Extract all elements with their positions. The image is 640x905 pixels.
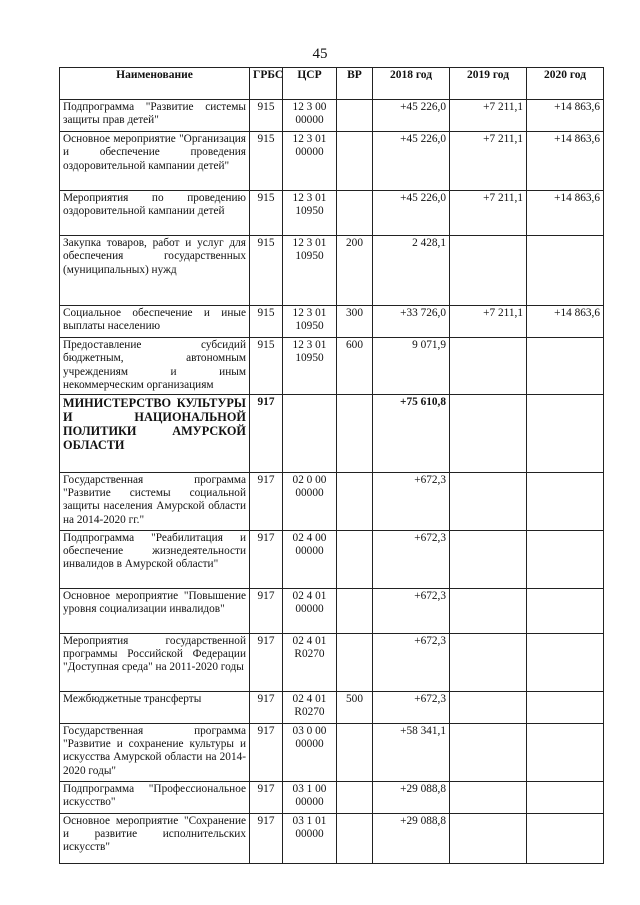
cell-2020: +14 863,6 — [527, 191, 604, 236]
cell-name: Основное мероприятие "Повышение уровня социализации инвалидов" — [60, 588, 250, 633]
table-row — [60, 813, 604, 863]
cell-name: МИНИСТЕРСТВО КУЛЬТУРЫ И НАЦИОНАЛЬНОЙ ПОЛИТИКИ АМУРСКОЙ ОБЛАСТИ — [60, 394, 250, 472]
cell-csr: 12 3 01 00000 — [283, 132, 337, 191]
cell-vr — [337, 472, 373, 530]
cell-2018: +75 610,8 — [373, 394, 450, 472]
cell-2019: +7 211,1 — [450, 306, 527, 338]
cell-2018: +45 226,0 — [373, 132, 450, 191]
cell-csr: 12 3 01 10950 — [283, 306, 337, 338]
cell-2019: +7 211,1 — [450, 191, 527, 236]
cell-vr — [337, 723, 373, 781]
cell-csr: 12 3 01 10950 — [283, 191, 337, 236]
table-row — [60, 394, 604, 472]
cell-grbs: 917 — [250, 781, 283, 813]
cell-grbs: 915 — [250, 100, 283, 132]
cell-2020 — [527, 236, 604, 306]
table-header-row — [60, 68, 604, 100]
cell-2018: +58 341,1 — [373, 723, 450, 781]
cell-2018: 9 071,9 — [373, 338, 450, 395]
cell-vr — [337, 191, 373, 236]
cell-2020: +14 863,6 — [527, 100, 604, 132]
cell-2019: +7 211,1 — [450, 100, 527, 132]
cell-name: Мероприятия государственной программы Российской Федерации "Доступная среда" на 2011-2020 годы — [60, 633, 250, 691]
cell-2020: +14 863,6 — [527, 306, 604, 338]
cell-name: Основное мероприятие "Сохранение и развитие исполнительских искусств" — [60, 813, 250, 863]
cell-csr: 02 4 01 00000 — [283, 588, 337, 633]
cell-2020 — [527, 691, 604, 723]
cell-2018: +672,3 — [373, 633, 450, 691]
cell-vr — [337, 633, 373, 691]
table-row — [60, 633, 604, 691]
cell-vr: 200 — [337, 236, 373, 306]
col-header-2020: 2020 год — [527, 68, 604, 100]
cell-2019 — [450, 633, 527, 691]
cell-csr: 02 4 01 R0270 — [283, 691, 337, 723]
cell-2018: +29 088,8 — [373, 781, 450, 813]
cell-grbs: 915 — [250, 236, 283, 306]
table-row — [60, 306, 604, 338]
cell-vr: 500 — [337, 691, 373, 723]
cell-name: Государственная программа "Развитие и сохранение культуры и искусства Амурской области на 2014-2020 годы" — [60, 723, 250, 781]
cell-csr: 12 3 00 00000 — [283, 100, 337, 132]
cell-2020 — [527, 588, 604, 633]
cell-vr — [337, 813, 373, 863]
cell-grbs: 917 — [250, 723, 283, 781]
col-header-2019: 2019 год — [450, 68, 527, 100]
cell-csr: 12 3 01 10950 — [283, 338, 337, 395]
cell-2019 — [450, 472, 527, 530]
cell-2020: +14 863,6 — [527, 132, 604, 191]
cell-vr — [337, 781, 373, 813]
cell-2018: +672,3 — [373, 588, 450, 633]
cell-grbs: 915 — [250, 191, 283, 236]
cell-vr — [337, 530, 373, 588]
cell-vr: 300 — [337, 306, 373, 338]
cell-grbs: 917 — [250, 813, 283, 863]
cell-csr: 03 1 01 00000 — [283, 813, 337, 863]
cell-name: Социальное обеспечение и иные выплаты населению — [60, 306, 250, 338]
cell-name: Государственная программа "Развитие системы социальной защиты населения Амурской области на 2014-2020 гг." — [60, 472, 250, 530]
cell-name: Предоставление субсидий бюджетным, автономным учреждениям и иным некоммерческим организациям — [60, 338, 250, 395]
cell-grbs: 917 — [250, 691, 283, 723]
cell-2018: +672,3 — [373, 472, 450, 530]
cell-name: Закупка товаров, работ и услуг для обеспечения государственных (муниципальных) нужд — [60, 236, 250, 306]
table-row — [60, 472, 604, 530]
cell-2018: +672,3 — [373, 691, 450, 723]
cell-2018: +45 226,0 — [373, 100, 450, 132]
page-number: 45 — [312, 46, 328, 62]
cell-vr — [337, 132, 373, 191]
cell-name: Основное мероприятие "Организация и обеспечение проведения оздоровительной кампании детей" — [60, 132, 250, 191]
cell-2018: +45 226,0 — [373, 191, 450, 236]
cell-2019 — [450, 394, 527, 472]
cell-2020 — [527, 633, 604, 691]
cell-csr: 12 3 01 10950 — [283, 236, 337, 306]
cell-2019 — [450, 338, 527, 395]
cell-grbs: 915 — [250, 306, 283, 338]
cell-vr — [337, 588, 373, 633]
cell-grbs: 915 — [250, 338, 283, 395]
cell-2019 — [450, 236, 527, 306]
cell-grbs: 915 — [250, 132, 283, 191]
cell-csr: 02 4 01 R0270 — [283, 633, 337, 691]
cell-grbs: 917 — [250, 472, 283, 530]
cell-2020 — [527, 472, 604, 530]
col-header-name: Наименование — [60, 68, 250, 100]
cell-name: Межбюджетные трансферты — [60, 691, 250, 723]
cell-name: Подпрограмма "Развитие системы защиты прав детей" — [60, 100, 250, 132]
cell-vr — [337, 394, 373, 472]
cell-csr: 03 1 00 00000 — [283, 781, 337, 813]
cell-csr: 02 4 00 00000 — [283, 530, 337, 588]
cell-grbs: 917 — [250, 633, 283, 691]
table-row — [60, 132, 604, 191]
table-row — [60, 236, 604, 306]
budget-table — [59, 67, 604, 864]
cell-csr: 03 0 00 00000 — [283, 723, 337, 781]
cell-2019: +7 211,1 — [450, 132, 527, 191]
cell-2018: +29 088,8 — [373, 813, 450, 863]
col-header-vr: ВР — [337, 68, 373, 100]
col-header-csr: ЦСР — [283, 68, 337, 100]
cell-2020 — [527, 781, 604, 813]
cell-2019 — [450, 588, 527, 633]
table-row — [60, 588, 604, 633]
cell-2019 — [450, 781, 527, 813]
table-row — [60, 691, 604, 723]
table-row — [60, 338, 604, 395]
cell-2018: +672,3 — [373, 530, 450, 588]
cell-2020 — [527, 394, 604, 472]
cell-name: Мероприятия по проведению оздоровительной кампании детей — [60, 191, 250, 236]
cell-2019 — [450, 691, 527, 723]
table-row — [60, 530, 604, 588]
cell-csr — [283, 394, 337, 472]
cell-2020 — [527, 723, 604, 781]
cell-2020 — [527, 813, 604, 863]
cell-vr: 600 — [337, 338, 373, 395]
table-row — [60, 723, 604, 781]
cell-2018: +33 726,0 — [373, 306, 450, 338]
cell-2019 — [450, 723, 527, 781]
cell-2019 — [450, 530, 527, 588]
cell-2019 — [450, 813, 527, 863]
cell-grbs: 917 — [250, 394, 283, 472]
col-header-grbs: ГРБС — [250, 68, 283, 100]
table-row — [60, 781, 604, 813]
cell-grbs: 917 — [250, 588, 283, 633]
table-row — [60, 100, 604, 132]
col-header-2018: 2018 год — [373, 68, 450, 100]
cell-csr: 02 0 00 00000 — [283, 472, 337, 530]
cell-2018: 2 428,1 — [373, 236, 450, 306]
cell-vr — [337, 100, 373, 132]
cell-2020 — [527, 338, 604, 395]
cell-2020 — [527, 530, 604, 588]
table-row — [60, 191, 604, 236]
cell-name: Подпрограмма "Профессиональное искусство" — [60, 781, 250, 813]
cell-name: Подпрограмма "Реабилитация и обеспечение жизнедеятельности инвалидов в Амурской области" — [60, 530, 250, 588]
cell-grbs: 917 — [250, 530, 283, 588]
